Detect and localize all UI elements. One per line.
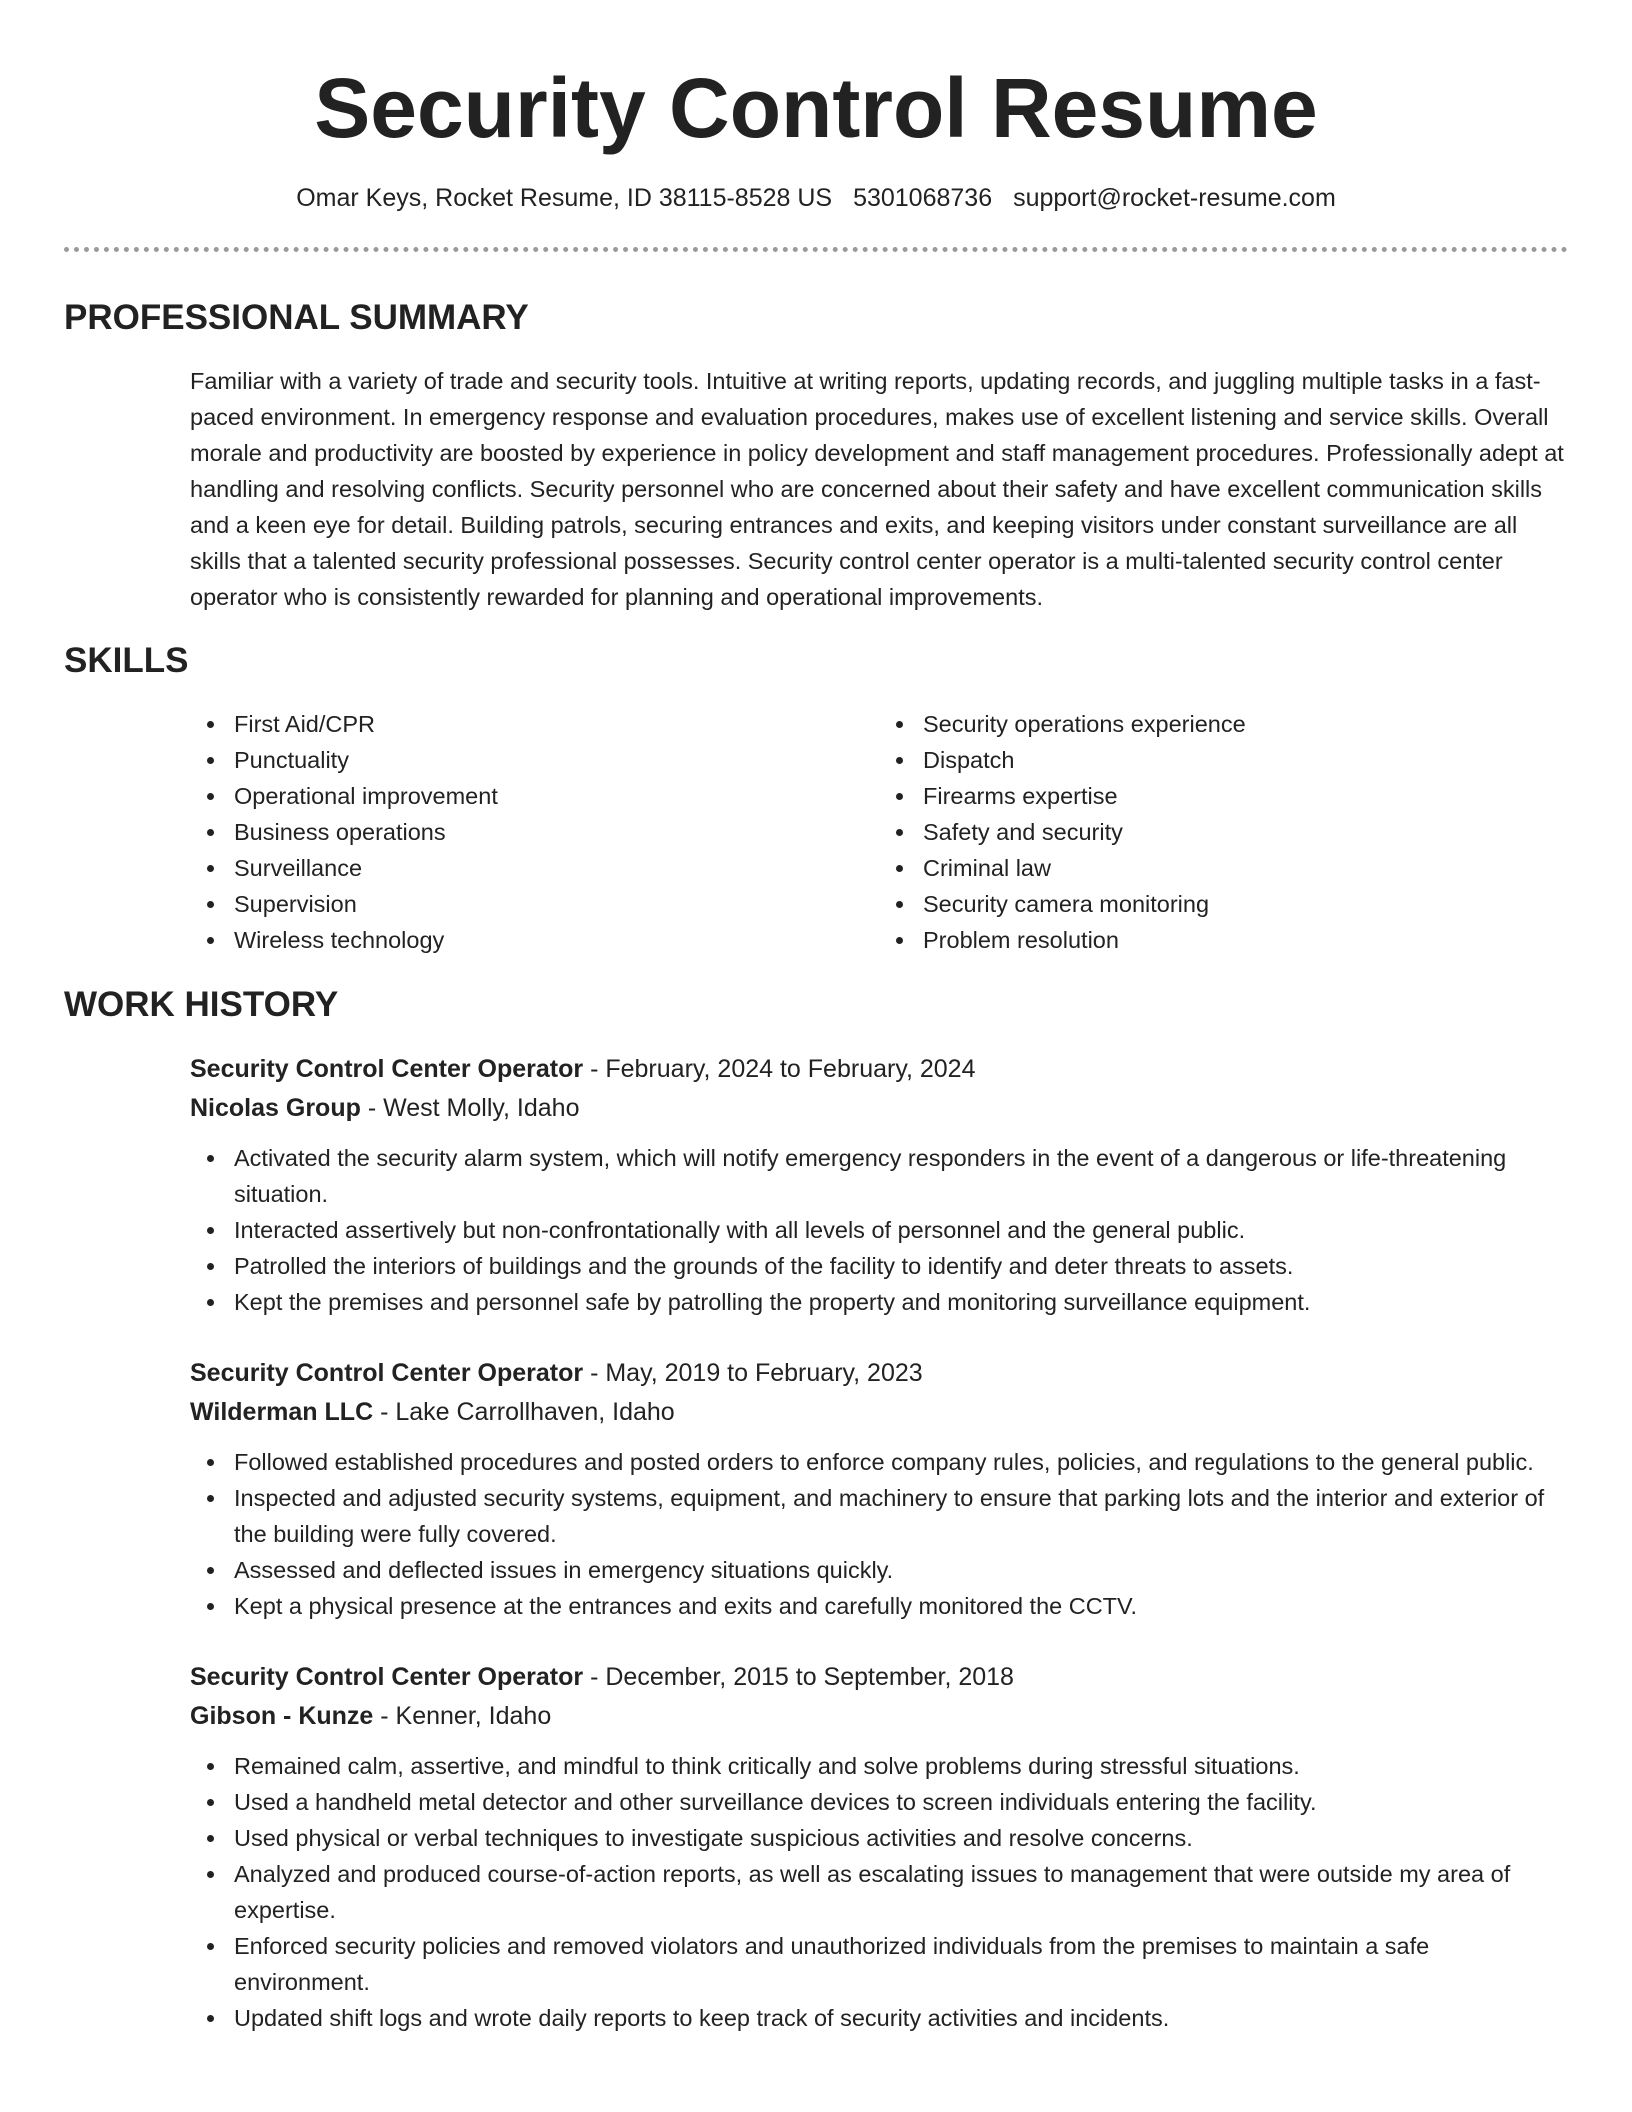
job-dates: - December, 2015 to September, 2018	[583, 1663, 1014, 1691]
job-company: Gibson - Kunze	[190, 1702, 374, 1730]
skills-section	[190, 706, 1568, 958]
skill-item: Criminal law	[923, 850, 1568, 886]
resume-title: Security Control Resume	[314, 61, 1318, 155]
job-location: - Lake Carrollhaven, Idaho	[373, 1398, 675, 1426]
job-duty: Kept a physical presence at the entrances and exits and carefully monitored the CCTV.	[234, 1588, 1568, 1624]
skill-item: Dispatch	[923, 742, 1568, 778]
skills-list-right	[879, 706, 1568, 958]
contact-email: support@rocket-resume.com	[1013, 184, 1336, 212]
skill-item: Problem resolution	[923, 922, 1568, 958]
skill-item: Punctuality	[234, 742, 879, 778]
contact-address: Omar Keys, Rocket Resume, ID 38115-8528 US	[296, 184, 833, 212]
job-dates: - May, 2019 to February, 2023	[583, 1359, 923, 1387]
job-title-line	[190, 1658, 1568, 1697]
skill-item: First Aid/CPR	[234, 706, 879, 742]
work-history-heading: WORK HISTORY	[64, 985, 339, 1024]
job-title-line	[190, 1050, 1568, 1089]
job-duty: Updated shift logs and wrote daily reports to keep track of security activities and incidents.	[234, 2000, 1568, 2036]
job-entry	[190, 1658, 1568, 2036]
job-location: - Kenner, Idaho	[373, 1702, 552, 1730]
job-duty: Used a handheld metal detector and other surveillance devices to screen individuals entering the facility.	[234, 1784, 1568, 1820]
job-title: Security Control Center Operator	[190, 1359, 584, 1387]
job-duty: Analyzed and produced course-of-action reports, as well as escalating issues to management that were outside my area of expertise.	[234, 1856, 1568, 1928]
skill-item: Firearms expertise	[923, 778, 1568, 814]
job-duties-list	[190, 1748, 1568, 2036]
skill-item: Surveillance	[234, 850, 879, 886]
skill-item: Business operations	[234, 814, 879, 850]
summary-heading: PROFESSIONAL SUMMARY	[64, 298, 529, 337]
skills-grid	[190, 706, 1568, 958]
job-duty: Activated the security alarm system, which will notify emergency responders in the event of a dangerous or life-threatening situation.	[234, 1140, 1568, 1212]
job-title: Security Control Center Operator	[190, 1055, 584, 1083]
job-duty: Followed established procedures and posted orders to enforce company rules, policies, and regulations to the general public.	[234, 1444, 1568, 1480]
job-company-line	[190, 1393, 1568, 1432]
job-duty: Kept the premises and personnel safe by patrolling the property and monitoring surveillance equipment.	[234, 1284, 1568, 1320]
skill-item: Security camera monitoring	[923, 886, 1568, 922]
job-duties-list	[190, 1444, 1568, 1624]
header-divider	[64, 247, 1568, 252]
job-dates: - February, 2024 to February, 2024	[583, 1055, 976, 1083]
skill-item: Safety and security	[923, 814, 1568, 850]
job-company-line	[190, 1697, 1568, 1736]
job-title-line	[190, 1354, 1568, 1393]
job-duty: Enforced security policies and removed violators and unauthorized individuals from the premises to maintain a safe environment.	[234, 1928, 1568, 2000]
summary-section	[190, 363, 1568, 615]
job-duties-list	[190, 1140, 1568, 1320]
job-company: Wilderman LLC	[190, 1398, 374, 1426]
contact-line	[64, 182, 1568, 214]
job-duty: Inspected and adjusted security systems, equipment, and machinery to ensure that parking lots and the interior and exterior of the building were fully covered.	[234, 1480, 1568, 1552]
contact-phone: 5301068736	[853, 184, 993, 212]
skill-item: Supervision	[234, 886, 879, 922]
job-location: - West Molly, Idaho	[360, 1094, 580, 1122]
work-history-section	[190, 1050, 1568, 2036]
skill-item: Security operations experience	[923, 706, 1568, 742]
job-company: Nicolas Group	[190, 1094, 361, 1122]
skill-item: Wireless technology	[234, 922, 879, 958]
job-company-line	[190, 1089, 1568, 1128]
job-duty: Interacted assertively but non-confrontationally with all levels of personnel and the general public.	[234, 1212, 1568, 1248]
skills-list-left	[190, 706, 879, 958]
job-duty: Patrolled the interiors of buildings and the grounds of the facility to identify and deter threats to assets.	[234, 1248, 1568, 1284]
skill-item: Operational improvement	[234, 778, 879, 814]
summary-text: Familiar with a variety of trade and security tools. Intuitive at writing reports, updating records, and juggling multiple tasks in a fast-paced environment. In emergency response and evaluation procedures, makes use of excellent listening and service skills. Overall morale and productivity are boosted by experience in policy development and staff management procedures. Professionally adept at handling and resolving conflicts. Security personnel who are concerned about their safety and have excellent communication skills and a keen eye for detail. Building patrols, securing entrances and exits, and keeping visitors under constant surveillance are all skills that a talented security professional possesses. Security control center operator is a multi-talented security control center operator who is consistently rewarded for planning and operational improvements.	[190, 368, 1564, 610]
job-duty: Remained calm, assertive, and mindful to think critically and solve problems during stressful situations.	[234, 1748, 1568, 1784]
job-duty: Used physical or verbal techniques to investigate suspicious activities and resolve concerns.	[234, 1820, 1568, 1856]
job-entry	[190, 1354, 1568, 1624]
job-duty: Assessed and deflected issues in emergency situations quickly.	[234, 1552, 1568, 1588]
skills-heading: SKILLS	[64, 641, 189, 680]
job-title: Security Control Center Operator	[190, 1663, 584, 1691]
job-entry	[190, 1050, 1568, 1320]
